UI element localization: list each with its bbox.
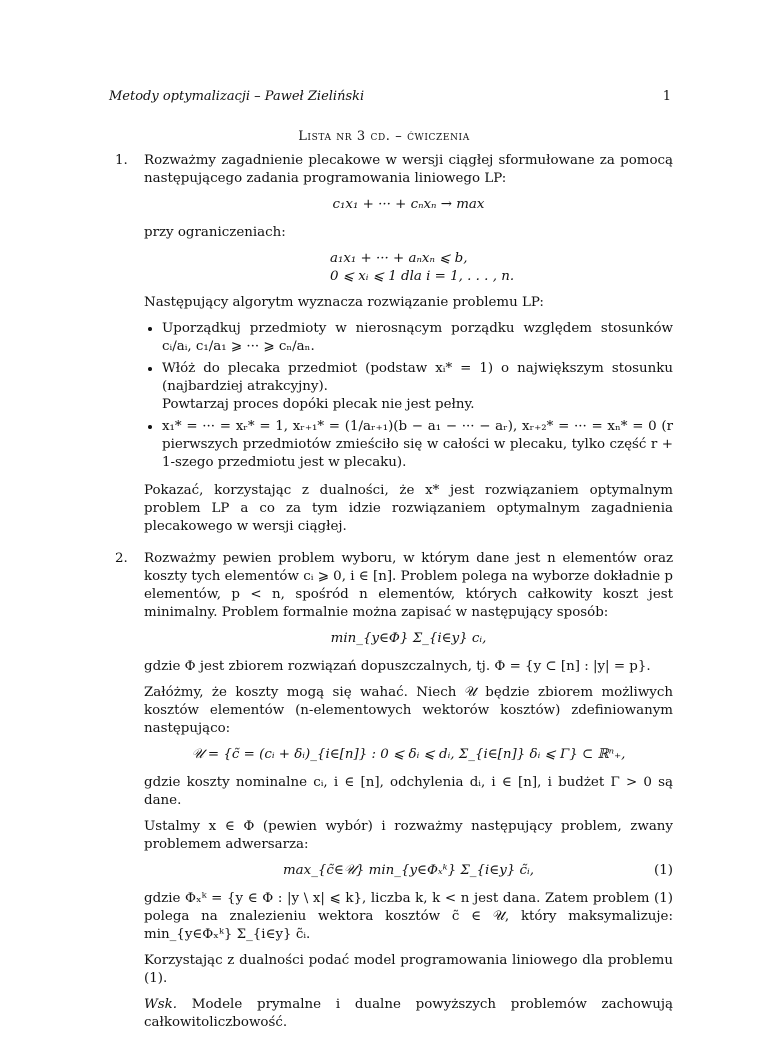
content (115, 152, 673, 1046)
page-number: 1 (662, 89, 671, 104)
paragraph: gdzie Φ jest zbiorem rozwiązań dopuszczalnych, tj. Φ = {y ⊂ [n] : |y| = p}. (144, 659, 651, 674)
equation-number: (1) (654, 863, 673, 878)
problem-intro: Rozważmy zagadnienie plecakowe w wersji ciągłej sformułowane za pomocą następującego zadania programowania liniowego LP: (144, 153, 673, 186)
problem-number: 1. (115, 153, 128, 168)
algorithm-intro: Następujący algorytm wyznacza rozwiązanie problemu LP: (144, 295, 544, 310)
running-title: Metody optymalizacji – Paweł Zieliński (109, 89, 365, 104)
problem-number: 2. (115, 551, 128, 566)
formula: min_{y∈Φ} Σ_{i∈y} cᵢ, (330, 631, 487, 646)
document-title: Lista nr 3 cd. – ćwiczenia (298, 129, 470, 144)
problem-task: Korzystając z dualności podać model programowania liniowego dla problemu (1). (144, 953, 673, 986)
paragraph: gdzie Φₓᵏ = {y ∈ Φ : |y \ x| ⩽ k}, liczba k, k < n jest dana. Zatem problem (1) polega na znalezieniu wektora kosztów c̃ ∈ 𝒰, który maksymalizuje: min_{y∈Φₓᵏ} Σ_{i∈y} c̃ᵢ. (144, 891, 673, 942)
constraint: 0 ⩽ xᵢ ⩽ 1 dla i = 1, . . . , n. (330, 269, 515, 284)
step-text: Powtarzaj proces dopóki plecak nie jest pełny. (162, 397, 475, 412)
constraints-label: przy ograniczeniach: (144, 225, 286, 240)
constraint: a₁x₁ + ··· + aₙxₙ ⩽ b, (330, 251, 468, 266)
list-item: • x₁* = ··· = xᵣ* = 1, xᵣ₊₁* = (1/aᵣ₊₁)(b − a₁ − ··· − aᵣ), xᵣ₊₂* = ··· = xₙ* = 0 (r pierwszych przedmiotów zmieściło się w całości w plecaku, tylko część r + 1-szego przedmiotu jest w plecaku). (162, 418, 673, 472)
constraints (144, 250, 673, 286)
algorithm-steps (144, 320, 673, 472)
numbered-equation (144, 862, 673, 880)
step-text: • Włóż do plecaka przedmiot (podstaw xᵢ* = 1) o największym stosunku (najbardziej atrakcyjny). (162, 361, 673, 394)
paragraph: Załóżmy, że koszty mogą się wahać. Niech 𝒰 będzie zbiorem możliwych kosztów elementów (n-elementowych wektorów kosztów) zdefiniowanym następująco: (144, 685, 673, 736)
formula: 𝒰 = {c̃ = (cᵢ + δᵢ)_{i∈[n]} : 0 ⩽ δᵢ ⩽ dᵢ, Σ_{i∈[n]} δᵢ ⩽ Γ} ⊂ ℝⁿ₊, (191, 747, 626, 762)
paragraph: Ustalmy x ∈ Φ (pewien wybór) i rozważmy następujący problem, zwany problemem adwersarza: (144, 819, 673, 852)
objective-formula: c₁x₁ + ··· + cₙxₙ → max (332, 197, 485, 212)
problem-intro: Rozważmy pewien problem wyboru, w którym dane jest n elementów oraz koszty tych elementów cᵢ ⩾ 0, i ∈ [n]. Problem polega na wyborze dokładnie p elementów, p < n, spośród n elementów, których całkowity koszt jest minimalny. Problem formalnie można zapisać w następujący sposób: (144, 551, 673, 620)
problem-task: Pokazać, korzystając z dualności, że x* jest rozwiązaniem optymalnym problem LP a co za tym idzie rozwiązaniem optymalnym zagadnienia plecakowego w wersji ciągłej. (144, 483, 673, 534)
hint-text: Modele prymalne i dualne powyższych problemów zachowują całkowitoliczbowość. (144, 997, 673, 1030)
list-item: • Uporządkuj przedmioty w nierosnącym porządku względem stosunków cᵢ/aᵢ, c₁/a₁ ⩾ ··· ⩾ cₙ/aₙ. (162, 320, 673, 356)
paragraph: gdzie koszty nominalne cᵢ, i ∈ [n], odchylenia dᵢ, i ∈ [n], i budżet Γ > 0 są dane. (144, 775, 673, 808)
hint-label: Wsk. (144, 997, 178, 1012)
problem-2 (115, 550, 673, 1032)
formula: max_{c̃∈𝒰} min_{y∈Φₓᵏ} Σ_{i∈y} c̃ᵢ, (282, 863, 535, 878)
hint (144, 996, 673, 1032)
list-item (162, 360, 673, 414)
page-header (109, 88, 671, 106)
problem-1 (115, 152, 673, 536)
